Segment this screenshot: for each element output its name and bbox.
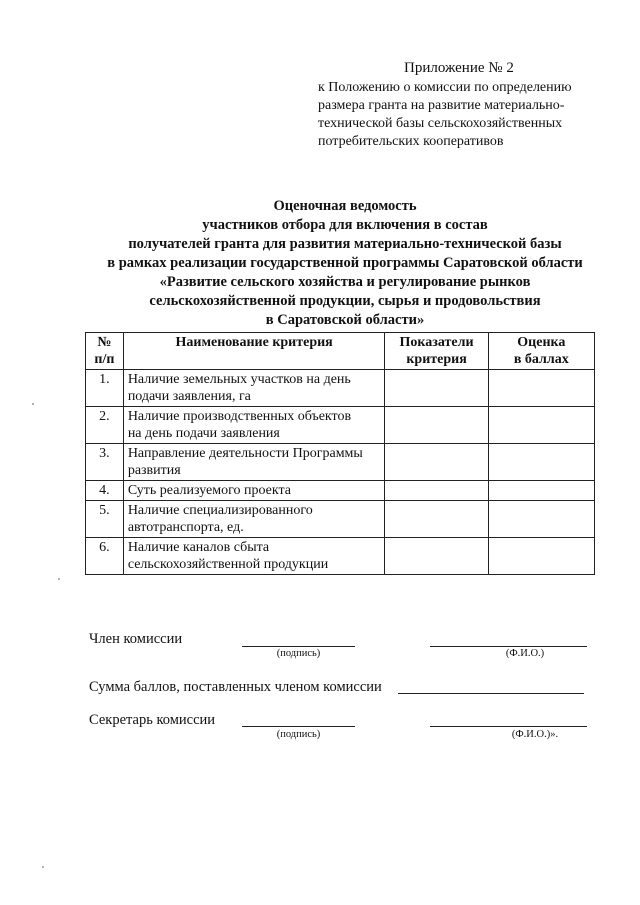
row-indicator-cell: [385, 407, 488, 444]
row-criterion: Наличие производственных объектов на день подачи заявления: [123, 407, 385, 444]
table-row: [86, 444, 595, 481]
member-name-line: [430, 646, 587, 647]
member-signature-line: [242, 646, 355, 647]
table-header-row: [86, 333, 595, 370]
header-score: Оценка в баллах: [488, 333, 594, 370]
header-criterion-name: Наименование критерия: [123, 333, 385, 370]
table-row: [86, 370, 595, 407]
row-number: 5.: [86, 501, 124, 538]
row-number: 4.: [86, 481, 124, 501]
row-indicator-cell: [385, 444, 488, 481]
table-row: [86, 538, 595, 575]
title-line: Оценочная ведомость: [273, 198, 417, 214]
row-criterion: Наличие специализированного автотранспорта, ед.: [123, 501, 385, 538]
secretary-name-line: [430, 726, 587, 727]
member-signature-caption: (подпись): [276, 648, 321, 659]
header-number: № п/п: [86, 333, 124, 370]
row-score-cell: [488, 481, 594, 501]
row-score-cell: [488, 538, 594, 575]
row-criterion: Суть реализуемого проекта: [123, 481, 385, 501]
row-score-cell: [488, 444, 594, 481]
title-line: в рамках реализации государственной программы Саратовской области: [107, 255, 583, 271]
sum-label: Сумма баллов, поставленных членом комиссии: [89, 679, 382, 695]
row-score-cell: [488, 501, 594, 538]
row-indicator-cell: [385, 481, 488, 501]
title-line: получателей гранта для развития материально-технической базы: [128, 236, 562, 252]
annex-line: технической базы сельскохозяйственных: [318, 116, 563, 131]
secretary-signature-line: [242, 726, 355, 727]
row-number: 3.: [86, 444, 124, 481]
annex-line: потребительских кооперативов: [318, 134, 504, 149]
row-criterion: Наличие земельных участков на день подачи заявления, га: [123, 370, 385, 407]
row-score-cell: [488, 407, 594, 444]
annex-title: Приложение № 2: [404, 60, 514, 76]
title-line: сельскохозяйственной продукции, сырья и продовольствия: [149, 293, 541, 309]
member-label: Член комиссии: [89, 631, 183, 647]
table-row: [86, 501, 595, 538]
annex-line: к Положению о комиссии по определению: [318, 80, 572, 95]
row-criterion: Направление деятельности Программы развития: [123, 444, 385, 481]
row-number: 6.: [86, 538, 124, 575]
criteria-table: [85, 332, 595, 575]
annex-reference: [318, 79, 592, 151]
document-title: [60, 197, 630, 330]
row-indicator-cell: [385, 538, 488, 575]
row-score-cell: [488, 370, 594, 407]
title-line: участников отбора для включения в состав: [202, 217, 488, 233]
row-number: 1.: [86, 370, 124, 407]
secretary-signature-caption: (подпись): [276, 729, 321, 740]
secretary-label: Секретарь комиссии: [89, 712, 216, 728]
scan-speck: [32, 403, 34, 405]
annex-line: размера гранта на развитие материально-: [318, 98, 565, 113]
scan-speck: [58, 578, 60, 580]
header-indicators: Показатели критерия: [385, 333, 488, 370]
row-indicator-cell: [385, 370, 488, 407]
row-number: 2.: [86, 407, 124, 444]
member-name-caption: (Ф.И.О.): [505, 648, 545, 659]
sum-line: [398, 693, 584, 694]
scan-speck: [42, 866, 44, 868]
title-line: в Саратовской области»: [265, 312, 425, 328]
secretary-name-caption: (Ф.И.О.)».: [511, 729, 559, 740]
title-line: «Развитие сельского хозяйства и регулирование рынков: [159, 274, 531, 290]
row-criterion: Наличие каналов сбыта сельскохозяйственной продукции: [123, 538, 385, 575]
row-indicator-cell: [385, 501, 488, 538]
table-row: [86, 481, 595, 501]
table-row: [86, 407, 595, 444]
